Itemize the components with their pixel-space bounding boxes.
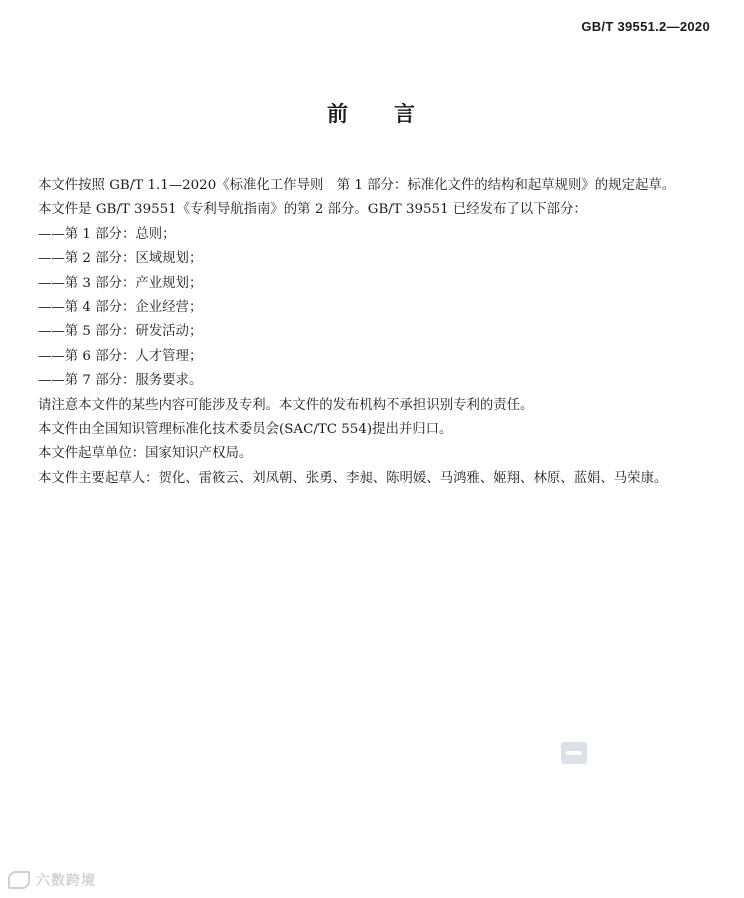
page-title <box>0 98 744 128</box>
watermark-logo-icon <box>8 871 30 889</box>
paragraph-series-info: 本文件是 GB/T 39551《专利导航指南》的第 2 部分。GB/T 39551 已经发布了以下部分： <box>38 202 587 218</box>
watermark-text: 六数跨境 <box>36 873 96 889</box>
drafters-list: 本文件主要起草人：贺化、雷筱云、刘凤朝、张勇、李昶、陈明媛、马鸿雅、姬翔、林原、蓝娟、马荣康。 <box>38 470 668 486</box>
paragraph-drafting-rules: 本文件按照 GB/T 1.1—2020《标准化工作导则 第 1 部分：标准化文件的结构和起草规则》的规定起草。 <box>38 178 676 193</box>
list-item: ——第 6 部分：人才管理； <box>38 348 203 364</box>
title-char-1: 前 <box>327 102 350 126</box>
list-item: ——第 3 部分：产业规划； <box>38 275 203 291</box>
standard-code: GB/T 39551.2—2020 <box>581 19 710 34</box>
proposer-statement: 本文件由全国知识管理标准化技术委员会(SAC/TC 554)提出并归口。 <box>38 422 453 438</box>
list-item: ——第 7 部分：服务要求。 <box>38 373 203 389</box>
sac-logo-icon <box>561 742 587 764</box>
list-item: ——第 2 部分：区域规划； <box>38 251 203 267</box>
title-char-2: 言 <box>394 102 417 126</box>
foreword-body <box>16 174 716 491</box>
patent-notice: 请注意本文件的某些内容可能涉及专利。本文件的发布机构不承担识别专利的责任。 <box>38 397 534 413</box>
list-item: ——第 4 部分：企业经营； <box>38 300 203 316</box>
parts-list <box>16 223 716 394</box>
list-item: ——第 1 部分：总则； <box>38 226 176 242</box>
watermark <box>8 870 96 890</box>
list-item: ——第 5 部分：研发活动； <box>38 324 203 340</box>
drafting-unit: 本文件起草单位：国家知识产权局。 <box>38 446 253 462</box>
